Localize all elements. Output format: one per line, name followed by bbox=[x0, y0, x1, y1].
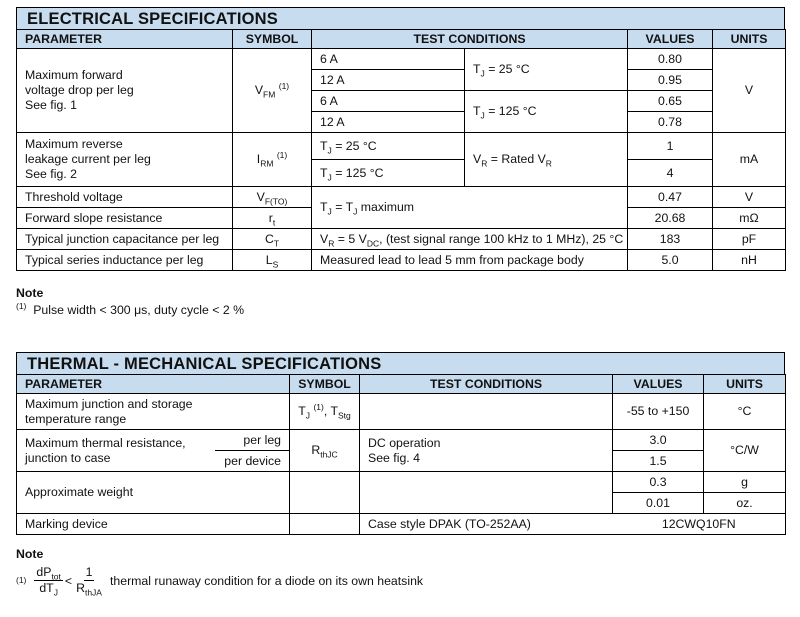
note-heading: Note bbox=[16, 286, 44, 300]
thermal-mechanical-section bbox=[16, 352, 785, 535]
weight-unit-oz: oz. bbox=[704, 493, 786, 514]
formula-less-than: < bbox=[64, 573, 73, 588]
irm-parameter: Maximum reverse leakage current per leg See fig. 2 bbox=[17, 133, 233, 187]
vfm-current-2: 12 A bbox=[312, 70, 465, 91]
note-marker: (1) bbox=[16, 300, 27, 311]
table-row bbox=[17, 133, 786, 160]
vfm-value-3: 0.65 bbox=[628, 91, 713, 112]
note-marker: (1) bbox=[16, 575, 27, 586]
inductance-parameter: Typical series inductance per leg bbox=[17, 250, 233, 271]
weight-condition bbox=[360, 472, 613, 514]
electrical-note bbox=[16, 286, 244, 317]
note-formula-line bbox=[16, 565, 423, 596]
rthjc-value-leg: 3.0 bbox=[613, 430, 704, 451]
thermal-mechanical-table bbox=[16, 374, 786, 535]
irm-value-2: 4 bbox=[628, 160, 713, 187]
vfm-parameter: Maximum forward voltage drop per leg See fig. 1 bbox=[17, 49, 233, 133]
storage-symbol: $T_J$ $^{(1)}$, $T_{Stg}$ bbox=[290, 394, 360, 430]
slope-unit: mΩ bbox=[713, 208, 786, 229]
table-row bbox=[17, 394, 786, 430]
vfm-value-2: 0.95 bbox=[628, 70, 713, 91]
weight-unit-g: g bbox=[704, 472, 786, 493]
header-test-conditions: TEST CONDITIONS bbox=[312, 30, 628, 49]
rthjc-condition: DC operation See fig. 4 bbox=[360, 430, 613, 472]
table-row bbox=[17, 472, 786, 493]
weight-parameter: Approximate weight bbox=[17, 472, 290, 514]
note-heading: Note bbox=[16, 547, 44, 561]
header-values: VALUES bbox=[628, 30, 713, 49]
vfm-unit: V bbox=[713, 49, 786, 133]
capacitance-parameter: Typical junction capacitance per leg bbox=[17, 229, 233, 250]
marking-condition: Case style DPAK (TO-252AA) bbox=[360, 514, 613, 535]
rthjc-per-device: per device bbox=[215, 451, 290, 472]
irm-unit: mA bbox=[713, 133, 786, 187]
slope-symbol: $r_t$ bbox=[233, 208, 312, 229]
weight-symbol bbox=[290, 472, 360, 514]
thermal-note bbox=[16, 547, 423, 596]
weight-value-g: 0.3 bbox=[613, 472, 704, 493]
storage-condition bbox=[360, 394, 613, 430]
rthjc-value-device: 1.5 bbox=[613, 451, 704, 472]
vfm-current-1: 6 A bbox=[312, 49, 465, 70]
table-row bbox=[17, 49, 786, 70]
vfm-tj-125: $T_J = 125$ °C bbox=[465, 91, 628, 133]
threshold-unit: V bbox=[713, 187, 786, 208]
marking-symbol bbox=[290, 514, 360, 535]
table-row bbox=[17, 187, 786, 208]
rthjc-per-leg: per leg bbox=[215, 430, 290, 451]
storage-value: -55 to +150 bbox=[613, 394, 704, 430]
marking-value: 12CWQ10FN bbox=[613, 514, 786, 535]
header-symbol: SYMBOL bbox=[290, 375, 360, 394]
irm-symbol: $I_{RM}$ $^{(1)}$ bbox=[233, 133, 312, 187]
header-symbol: SYMBOL bbox=[233, 30, 312, 49]
rthjc-symbol: $R_{thJC}$ bbox=[290, 430, 360, 472]
electrical-specifications-title: ELECTRICAL SPECIFICATIONS bbox=[16, 7, 785, 29]
header-parameter: PARAMETER bbox=[17, 375, 290, 394]
note-line bbox=[16, 300, 245, 317]
slope-value: 20.68 bbox=[628, 208, 713, 229]
capacitance-symbol: $C_T$ bbox=[233, 229, 312, 250]
capacitance-unit: pF bbox=[713, 229, 786, 250]
irm-cond-125: $T_J = 125$ °C bbox=[312, 160, 465, 187]
vfm-value-1: 0.80 bbox=[628, 49, 713, 70]
note-text: Pulse width < 300 μs, duty cycle < 2 % bbox=[33, 303, 245, 317]
electrical-specifications-table bbox=[16, 29, 786, 271]
table-row bbox=[17, 514, 786, 535]
irm-value-1: 1 bbox=[628, 133, 713, 160]
note-text: thermal runaway condition for a diode on its own heatsink bbox=[109, 573, 424, 588]
storage-unit: °C bbox=[704, 394, 786, 430]
rthjc-unit: °C/W bbox=[704, 430, 786, 472]
header-units: UNITS bbox=[704, 375, 786, 394]
weight-value-oz: 0.01 bbox=[613, 493, 704, 514]
table-header-row bbox=[17, 375, 786, 394]
electrical-specifications-section bbox=[16, 7, 785, 271]
header-parameter: PARAMETER bbox=[17, 30, 233, 49]
table-header-row bbox=[17, 30, 786, 49]
header-test-conditions: TEST CONDITIONS bbox=[360, 375, 613, 394]
vfm-symbol: $V_{FM}$ $^{(1)}$ bbox=[233, 49, 312, 133]
inductance-condition: Measured lead to lead 5 mm from package body bbox=[312, 250, 628, 271]
capacitance-condition: $V_R = 5$ $V_{DC}$, (test signal range 100 kHz to 1 MHz), 25 °C bbox=[312, 229, 628, 250]
threshold-symbol: $V_{F(TO)}$ bbox=[233, 187, 312, 208]
rthjc-parameter: Maximum thermal resistance, junction to case bbox=[17, 430, 215, 472]
table-row bbox=[17, 250, 786, 271]
inductance-symbol: $L_S$ bbox=[233, 250, 312, 271]
slope-parameter: Forward slope resistance bbox=[17, 208, 233, 229]
vfm-tj-25: $T_J = 25$ °C bbox=[465, 49, 628, 91]
formula-dp-dt: $\frac{dP_{tot}}{dT_J}$ bbox=[36, 565, 61, 598]
capacitance-value: 183 bbox=[628, 229, 713, 250]
inductance-unit: nH bbox=[713, 250, 786, 271]
table-row bbox=[17, 430, 786, 451]
storage-parameter: Maximum junction and storage temperature range bbox=[17, 394, 290, 430]
vfm-value-4: 0.78 bbox=[628, 112, 713, 133]
thermal-mechanical-title: THERMAL - MECHANICAL SPECIFICATIONS bbox=[16, 352, 785, 374]
header-values: VALUES bbox=[613, 375, 704, 394]
threshold-parameter: Threshold voltage bbox=[17, 187, 233, 208]
vfm-current-4: 12 A bbox=[312, 112, 465, 133]
header-units: UNITS bbox=[713, 30, 786, 49]
threshold-value: 0.47 bbox=[628, 187, 713, 208]
vfm-current-3: 6 A bbox=[312, 91, 465, 112]
marking-parameter: Marking device bbox=[17, 514, 290, 535]
irm-vr-rated: $V_R$ = Rated $V_R$ bbox=[465, 133, 628, 187]
table-row bbox=[17, 229, 786, 250]
tj-max-condition: $T_J = T_J$ maximum bbox=[312, 187, 628, 229]
inductance-value: 5.0 bbox=[628, 250, 713, 271]
formula-one-over-rthja: $\frac{1}{R_{thJA}}$ bbox=[76, 565, 102, 598]
irm-cond-25: $T_J = 25$ °C bbox=[312, 133, 465, 160]
